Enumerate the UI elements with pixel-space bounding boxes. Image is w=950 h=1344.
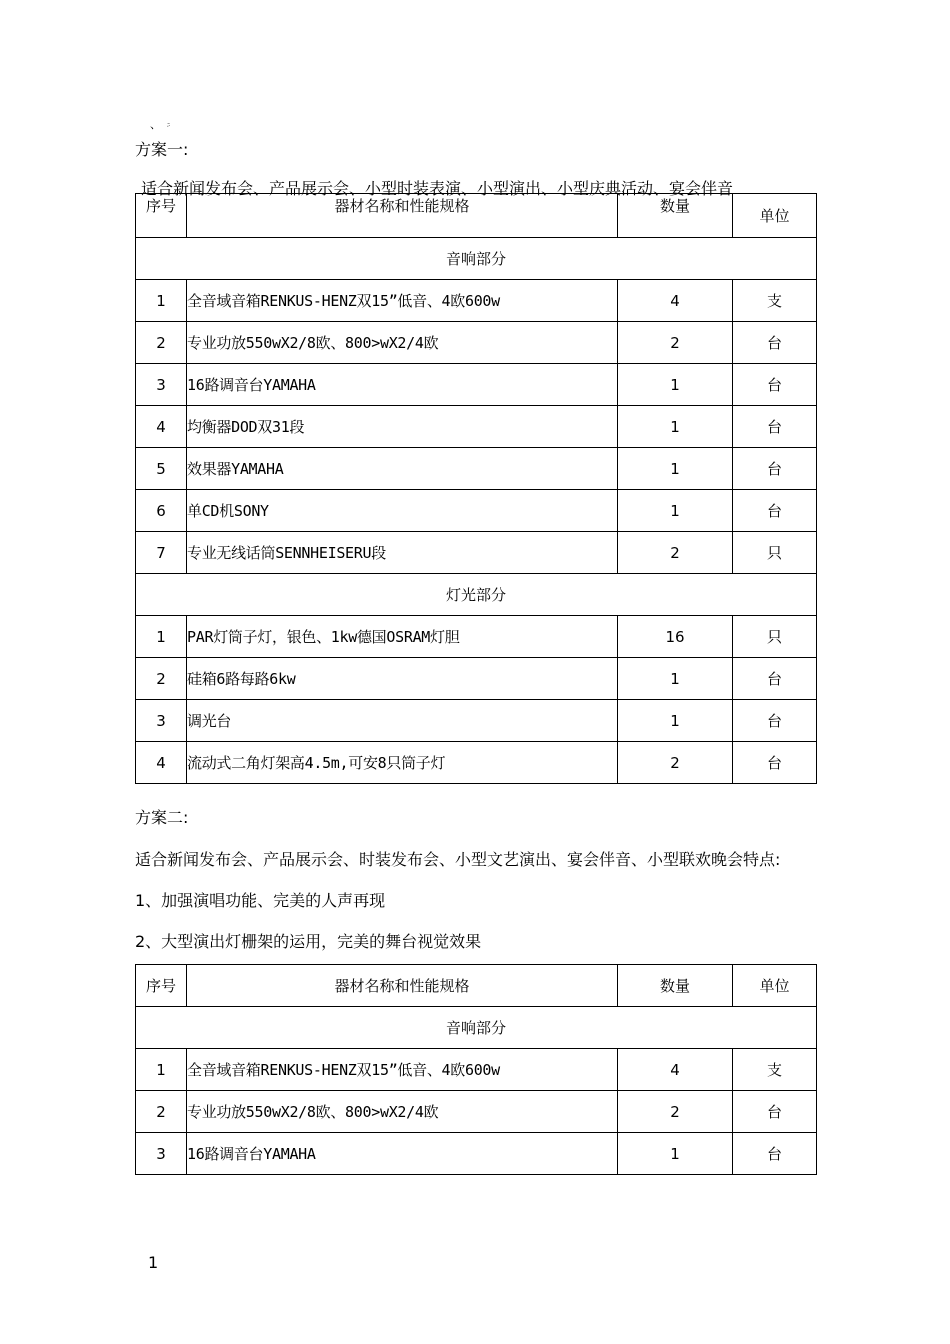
row-unit: 台 [733, 658, 817, 700]
row-name: 16路调音台YAMAHA [187, 364, 618, 406]
row-unit: 台 [733, 742, 817, 784]
table-row [136, 1091, 817, 1133]
row-qty: 4 [618, 280, 733, 322]
row-qty: 1 [618, 490, 733, 532]
row-name: 流动式二角灯架高4.5m,可安8只筒子灯 [187, 742, 618, 784]
table-row [136, 658, 817, 700]
row-qty: 2 [618, 532, 733, 574]
header-name: 器材名称和性能规格 [187, 194, 618, 238]
row-no: 4 [136, 406, 187, 448]
section-row [136, 574, 817, 616]
plan2-intro: 适合新闻发布会、产品展示会、时装发布会、小型文艺演出、宴会伴音、小型联欢晚会特点: [135, 850, 781, 869]
header-no: 序号 [136, 194, 187, 238]
plan1-title: 方案一: [135, 140, 189, 159]
table-row [136, 448, 817, 490]
row-unit: 台 [733, 364, 817, 406]
table-row [136, 490, 817, 532]
header-unit: 单位 [733, 965, 817, 1007]
header-no: 序号 [136, 965, 187, 1007]
row-name: 调光台 [187, 700, 618, 742]
row-name: 单CD机SONY [187, 490, 618, 532]
row-unit: 只 [733, 532, 817, 574]
row-unit: 支 [733, 1049, 817, 1091]
row-no: 1 [136, 280, 187, 322]
row-unit: 台 [733, 1091, 817, 1133]
row-qty: 1 [618, 1133, 733, 1175]
section-title-audio: 音响部分 [136, 238, 817, 280]
section-title-lighting: 灯光部分 [136, 574, 817, 616]
section-title-audio: 音响部分 [136, 1007, 817, 1049]
table-row [136, 742, 817, 784]
row-unit: 支 [733, 280, 817, 322]
row-unit: 台 [733, 406, 817, 448]
row-no: 4 [136, 742, 187, 784]
row-name: 全音域音箱RENKUS-HENZ双15”低音、4欧600w [187, 280, 618, 322]
table-header-row [136, 194, 817, 238]
row-name: 效果器YAMAHA [187, 448, 618, 490]
row-name: 均衡器DOD双31段 [187, 406, 618, 448]
row-no: 2 [136, 322, 187, 364]
row-no: 3 [136, 1133, 187, 1175]
section-row [136, 238, 817, 280]
table-row [136, 1049, 817, 1091]
row-no: 1 [136, 1049, 187, 1091]
plan2-point-1: 1、加强演唱功能、完美的人声再现 [135, 891, 386, 910]
row-no: 5 [136, 448, 187, 490]
table-row [136, 700, 817, 742]
row-unit: 台 [733, 1133, 817, 1175]
row-unit: 台 [733, 448, 817, 490]
row-name: 硅箱6路每路6kw [187, 658, 618, 700]
header-qty: 数量 [618, 194, 733, 238]
row-unit: 台 [733, 700, 817, 742]
table-row [136, 616, 817, 658]
table-header-row [136, 965, 817, 1007]
table-row [136, 280, 817, 322]
row-no: 3 [136, 364, 187, 406]
row-no: 1 [136, 616, 187, 658]
row-no: 2 [136, 1091, 187, 1133]
row-qty: 16 [618, 616, 733, 658]
row-qty: 2 [618, 742, 733, 784]
row-qty: 1 [618, 448, 733, 490]
row-name: 全音域音箱RENKUS-HENZ双15”低音、4欧600w [187, 1049, 618, 1091]
header-mark: 、 ﾆ [150, 118, 171, 131]
row-qty: 1 [618, 406, 733, 448]
header-name: 器材名称和性能规格 [187, 965, 618, 1007]
row-name: 专业功放550wX2/8欧、800>wX2/4欧 [187, 1091, 618, 1133]
plan1-intro: 适合新闻发布会、产品展示会、小型时装表演、小型演出、小型庆典活动、宴会伴音 [141, 179, 734, 198]
row-no: 2 [136, 658, 187, 700]
row-unit: 台 [733, 322, 817, 364]
row-name: 16路调音台YAMAHA [187, 1133, 618, 1175]
row-name: PAR灯筒子灯，银色、1kw德国OSRAM灯胆 [187, 616, 618, 658]
header-qty: 数量 [618, 965, 733, 1007]
table-row [136, 532, 817, 574]
section-row [136, 1007, 817, 1049]
table-row [136, 1133, 817, 1175]
table-row [136, 406, 817, 448]
row-qty: 2 [618, 322, 733, 364]
row-qty: 1 [618, 364, 733, 406]
plan1-equipment-table [135, 193, 817, 784]
header-unit: 单位 [733, 194, 817, 238]
plan2-point-2: 2、大型演出灯栅架的运用，完美的舞台视觉效果 [135, 932, 482, 951]
row-unit: 只 [733, 616, 817, 658]
page-number: 1 [148, 1253, 159, 1272]
row-unit: 台 [733, 490, 817, 532]
header-mark-small: ﾆ [167, 122, 171, 129]
row-qty: 1 [618, 700, 733, 742]
plan2-title: 方案二: [135, 808, 189, 827]
row-name: 专业功放550wX2/8欧、800>wX2/4欧 [187, 322, 618, 364]
row-no: 7 [136, 532, 187, 574]
table-row [136, 322, 817, 364]
row-qty: 2 [618, 1091, 733, 1133]
row-no: 3 [136, 700, 187, 742]
plan2-equipment-table [135, 964, 817, 1175]
table-row [136, 364, 817, 406]
row-name: 专业无线话筒SENNHEISERU段 [187, 532, 618, 574]
row-qty: 4 [618, 1049, 733, 1091]
row-qty: 1 [618, 658, 733, 700]
row-no: 6 [136, 490, 187, 532]
